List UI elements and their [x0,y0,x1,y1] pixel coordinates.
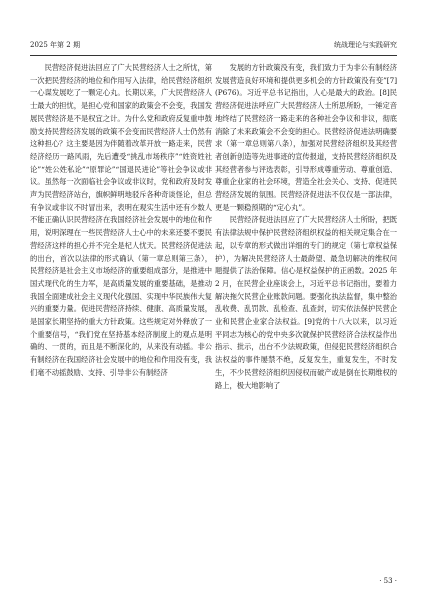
issue-label: 2025 年第 2 期 [30,41,80,49]
left-column [30,62,212,572]
running-header [30,38,397,52]
page-number: · 53 · [379,577,397,585]
right-column [215,62,397,572]
header-divider [30,55,397,56]
paragraph: 民营经济促进法回应了广大民营经济人士之所忧，第一次把民营经济的地位和作用写入法律，给民营经济组织一心谋发展吃了一颗定心丸。长期以来，广大民营经济人士最大的担忧，是担心党和国家的政策会不会变，我国发展民营经济是不是权宜之计。为什么党和政府反复重申鼓励支持民营经济发展的政策不会变而民营经济人士仍然有这种担心？这主要是因为伴随着改革开放一路走来，民营经济经历一路风雨，先后遭受“挑乱市场秩序”“姓资姓社论”“姓公姓私论”“原罪论”“国退民进论”等社会争议或非议。虽然每一次面临社会争议或非议时，党和政府及时发声为民营经济站台，旗帜鲜明地驳斥各种奇谈怪论，但总有争议或非议不时冒出来，表明在观实生活中还有少数人不能正确认识民营经济在我国经济社会发展中的地位和作用，说明深理在一些民营经济人士心中的未来还要不要民营经济这样的担心并不完全是杞人忧天。民营经济促进法的出台，首次以法律的形式确认（第一章总则第三条），民营经济是社会主义市场经济的重要组成部分，是推进中国式现代化的生力军，是高质量发展的重要基础，是推动我国全面建成社会主义现代化强国、实现中华民族伟大复兴的重要力量。促进民营经济持续、健康、高质量发展，是国家长期坚持的重大方针政策。这些规定对外释放了一个重要信号，“我们党在坚持基本经济制度上的观点是明确的、一贯的，而且是不断深化的，从来没有动摇。非公有制经济在我国经济社会发展中的地位和作用没有变，我们毫不动摇鼓励、支持、引导非公有制经济 [30,63,212,377]
paragraph: 发展的方针政策没有变，我们致力于为非公有制经济发展营造良好环境和提供更多机会的方针政策没有变”[7](P676)。习近平总书记指出，人心是最大的政治。[8]民营经济促进法呼应广大民营经济人士所思所盼，一锤定音地终结了民营经济一路走来的各种社会争议和非议，彻底消除了未来政策会不会变的担心。民营经济促进法明确要求（第一章总则第八条），加强对民营经济组织及其经营者创新创造等先进事迹的宣传报道，支持民营经济组织及其经营者参与评选表彰，引导形成尊重劳动、尊重创造、尊重企业家的社会环境，营造全社会关心、支持、促进民营经济发展的氛围。民营经济促进法不仅仅是一部法律，更是一颗稳预期的“定心丸”。 [215,63,397,212]
paragraph: 民营经济促进法回应了广大民营经济人士所盼，把既有法律法规中保护民营经济组织权益的相关规定集合在一起，以专章的形式做出详细的专门的规定（第七章权益保护），为解决民营经济人士最龄望、最急切解决的维权问题提供了法治保障。信心是权益保护的正函数。2025 年 2 月，在民营企业座谈会上，习近平总书记指出，要着力解决拖欠民营企业账款问题。要强化执法监督，集中整治乱收费、乱罚款、乱检查、乱查封，切实依法保护民营企业和民营企业家合法权益。[9]党的十八大以来，以习近平同志为核心的党中央多次就保护民营经济合法权益作出指示、批示，出台不少法规政策，但侵犯民营经济组织合法权益的事件屡禁不绝，反复发生，重复发生，不时发生，不少民营经济组织因侵权而破产或是倒在长期维权的路上，极大地影响了 [215,215,397,390]
journal-title: 统战理论与实践研究 [334,41,397,49]
